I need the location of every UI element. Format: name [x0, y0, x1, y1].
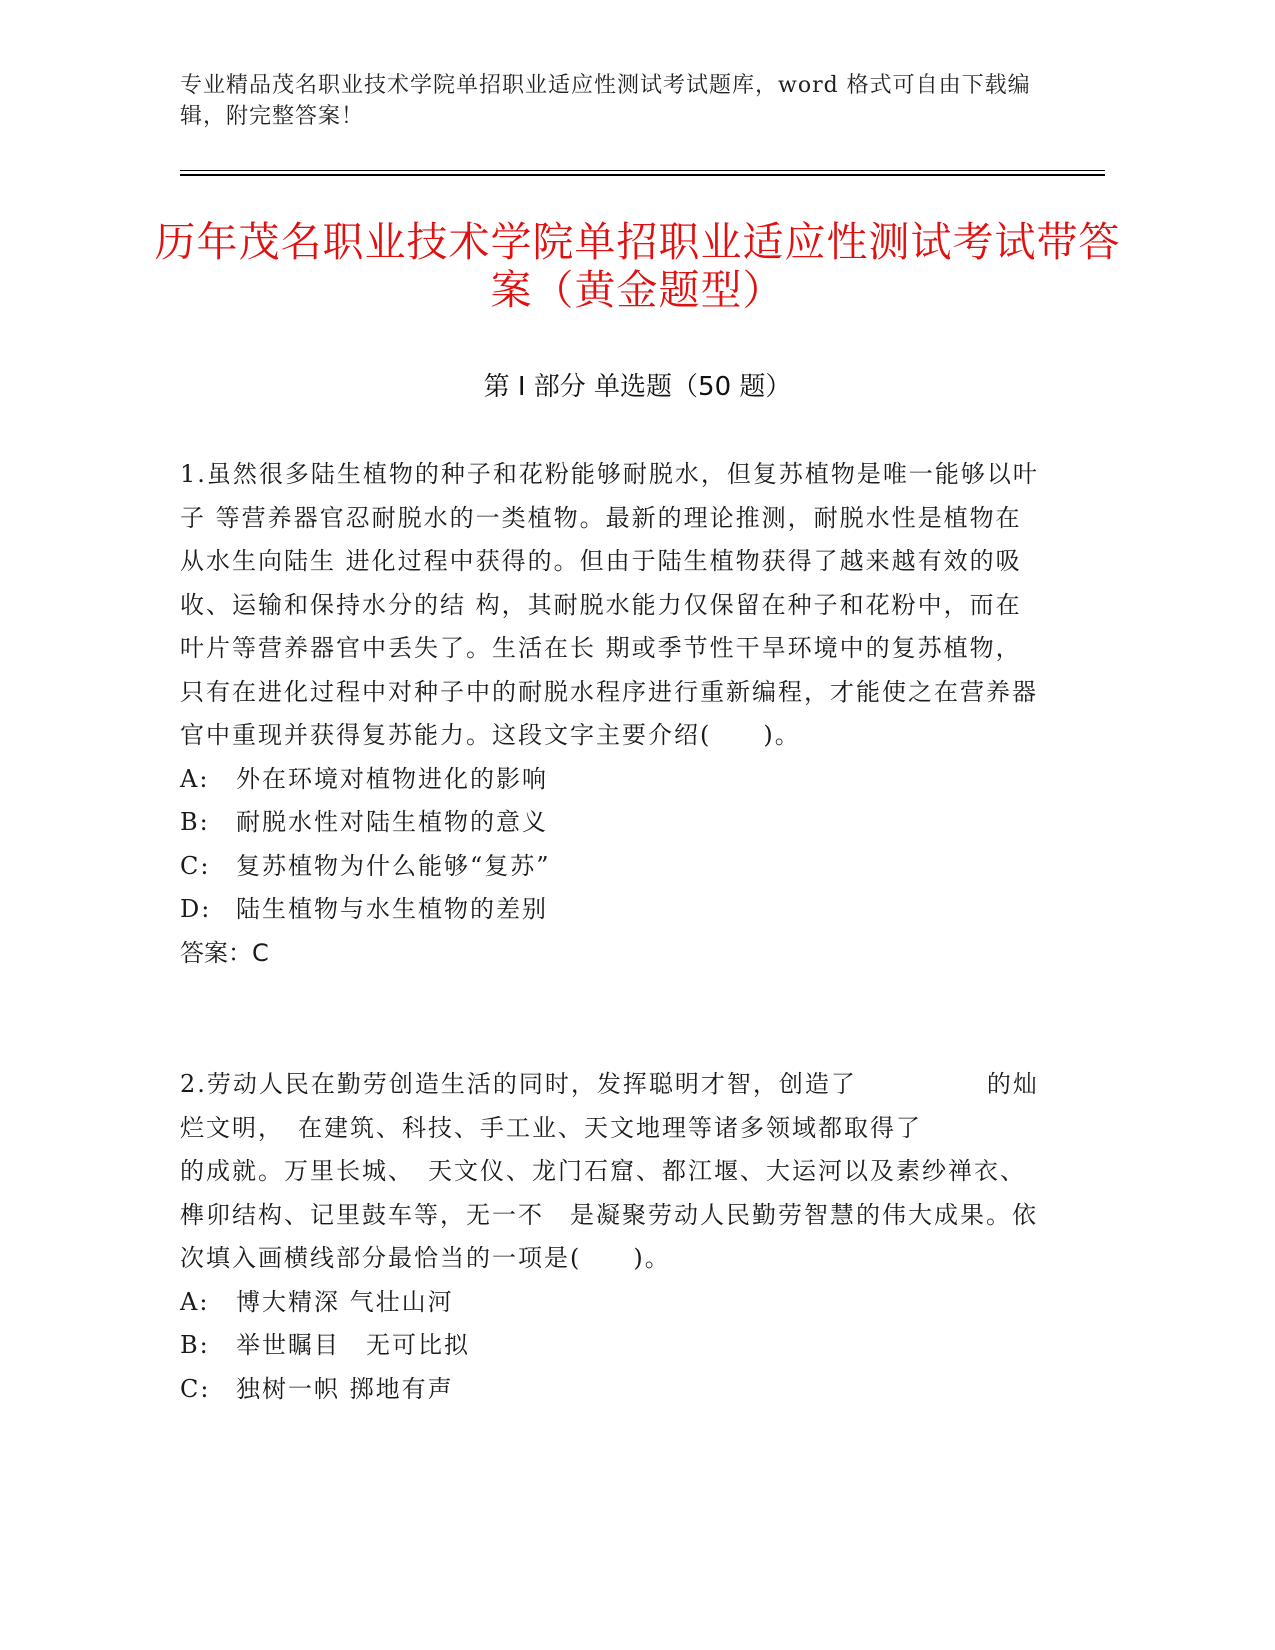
option-key: B: [180, 808, 210, 836]
option-key: C: [180, 851, 211, 880]
option-text: 耐脱水性对陆生植物的意义 [236, 808, 548, 836]
option-text: 独树一帜 掷地有声 [236, 1374, 454, 1403]
option-a [180, 1281, 1040, 1325]
option-key: B: [180, 1331, 210, 1359]
option-d [180, 888, 1040, 932]
option-key: A: [180, 764, 210, 793]
option-c [180, 1368, 1040, 1412]
option-a [180, 758, 1040, 802]
question-stem: 2.劳动人民在勤劳创造生活的同时，发挥聪明才智，创造了 的灿烂文明， 在建筑、科技、手工业、天文地理等诸多领域都取得了 的成就。万里长城、 天文仪、龙门石窟、都江堰、大运河以及素纱禅衣、榫卯结构、记里鼓车等，无一不 是凝聚劳动人民勤劳智慧的伟大成果。依次填入画横线部分最恰当的一项是( )。 [180, 1070, 1039, 1272]
option-b [180, 801, 1040, 845]
document-title: 历年茂名职业技术学院单招职业适应性测试考试带答案（黄金题型） [154, 218, 1121, 314]
header-divider-thin [180, 170, 1105, 171]
option-text: 举世瞩目 无可比拟 [236, 1331, 470, 1359]
header-note: 专业精品茂名职业技术学院单招职业适应性测试考试题库，word 格式可自由下载编辑，附完整答案！ [180, 73, 1031, 129]
option-key: A: [180, 1287, 210, 1316]
question-2 [180, 1063, 1040, 1411]
option-text: 复苏植物为什么能够“复苏” [236, 851, 551, 880]
answer-label: 答案：C [180, 938, 269, 967]
question-stem: 1.虽然很多陆生植物的种子和花粉能够耐脱水，但复苏植物是唯一能够以叶子 等营养器官忍耐脱水的一类植物。最新的理论推测，耐脱水性是植物在从水生向陆生 进化过程中获得的。但由于陆生植物获得了越来越有效的吸收、运输和保持水分的结 构，其耐脱水能力仅保留在种子和花粉中，而在叶片等营养器官中丢失了。生活在长 期或季节性干旱环境中的复苏植物，只有在进化过程中对种子中的耐脱水程序进行重新编程，才能使之在营养器官中重现并获得复苏能力。这段文字主要介绍( )。 [180, 460, 1039, 749]
header-divider-thick [180, 174, 1105, 176]
option-key: D: [180, 895, 212, 923]
option-key: C: [180, 1374, 211, 1403]
option-text: 外在环境对植物进化的影响 [236, 764, 548, 793]
question-1 [180, 453, 1040, 975]
section-title: 第 I 部分 单选题（50 题） [483, 372, 792, 402]
option-text: 陆生植物与水生植物的差别 [236, 895, 548, 923]
option-b [180, 1324, 1040, 1368]
option-text: 博大精深 气壮山河 [236, 1287, 454, 1316]
option-c [180, 845, 1040, 889]
